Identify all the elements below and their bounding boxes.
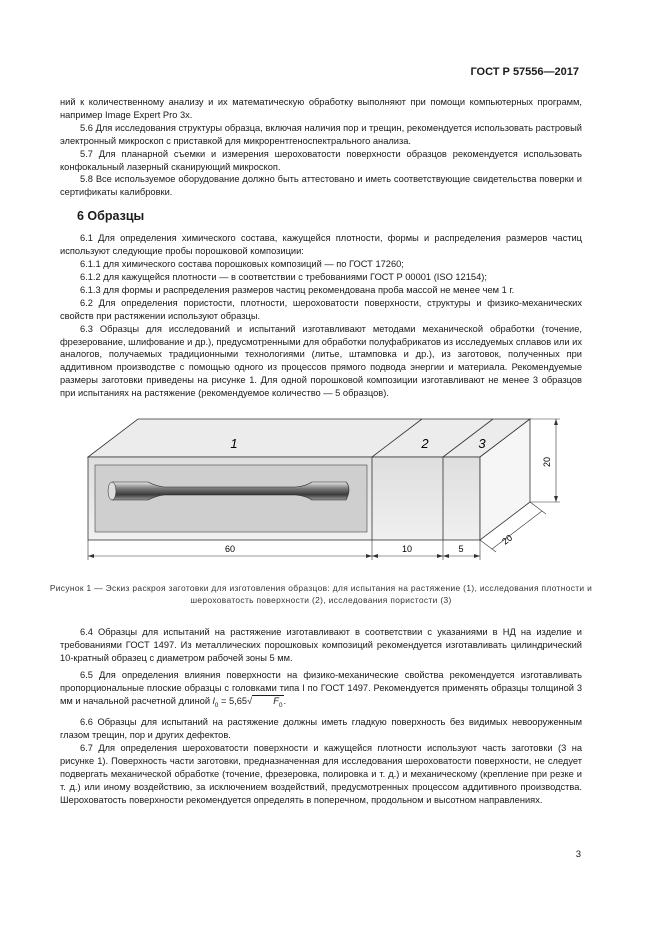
dim-5: 5 <box>458 544 464 555</box>
zone-1-label: 1 <box>230 436 238 452</box>
formula-l0: l <box>212 695 215 706</box>
figure-1-caption: Рисунок 1 — Эскиз раскроя заготовки для изготовления образцов: для испытания на растяжение (1), исследования плотности и шероховатость поверхности (2), исследования пористости (3) <box>49 583 593 606</box>
paragraph-6-1-3: 6.1.3 для формы и распределения размеров частиц рекомендована проба массой не менее чем 1 г. <box>80 284 515 295</box>
paragraph-6-1: 6.1 Для определения химического состава, кажущейся плотности, формы и распределения размеров частиц используют следующие пробы порошковой композиции: <box>60 233 582 257</box>
section-6-heading-wrap <box>60 199 582 232</box>
formula-end: . <box>283 695 287 706</box>
formula-l0-sub: 0 <box>214 701 219 709</box>
formula-radicand <box>252 695 283 711</box>
formula-f0-sub: 0 <box>278 701 283 709</box>
figure-1 <box>60 414 582 574</box>
paragraph-6-4: 6.4 Образцы для испытаний на растяжение изготавливают в соответствии с указаниями в НД на изделие и требованиями ГОСТ 1497. Из металлических порошковых композиций рекомендуется изготавливать цилиндрический 10-кратный образец с диаметром рабочей зоны 5 мм. <box>60 627 582 663</box>
zone-3-label: 3 <box>478 436 486 452</box>
paragraph-6-1-2: 6.1.2 для кажущейся плотности — в соответствии с требованиями ГОСТ Р 00001 (ISO 12154); <box>80 271 487 282</box>
dim-10: 10 <box>401 544 413 555</box>
page-number: 3 <box>575 849 581 860</box>
paragraph-6-5 <box>60 669 582 713</box>
formula-f0: F <box>273 695 279 706</box>
sqrt-icon: √ <box>247 695 253 706</box>
section-6-heading: 6 Образцы <box>77 208 145 223</box>
paragraph-6-3: 6.3 Образцы для исследований и испытаний изготавливают методами механической обработки (точение, фрезерование, шлифование и др.), предусмотренными для обработки полуфабрикатов из исследуемых сплавов или их аналогов, получаемых традиционными технологиями (литье, штамповка и др.), из заготовок, полученных при аддитивном производстве с помощью одного из процессов прямого подвода энергии и материала. Рекомендуемые размеры заготовки приведены на рисунке 1. Для одной порошковой композиции изготавливают не менее 3 образцов при испытаниях на растяжение (рекомендуемое количество — 5 образцов). <box>60 323 582 399</box>
paragraph-5-6: 5.6 Для исследования структуры образца, включая наличия пор и трещин, рекомендуется использовать растровый электронный микроскоп с приставкой для микрорентгеноспектрального анализа. <box>60 122 582 146</box>
blank-top-face <box>88 419 530 457</box>
paragraph-5-8: 5.8 Все используемое оборудование должно быть аттестовано и иметь соответствующие свидетельства поверки и сертификаты калибровки. <box>60 174 582 198</box>
p65-text: 6.5 Для определения влияния поверхности на физико-механические свойства рекомендуется изготавливать пропорциональные плоские образцы с головками типа I по ГОСТ 1497. Рекомендуется применять образцы толщиной 3 мм и начальной расчетной длиной <box>60 669 582 706</box>
zone-2-label: 2 <box>421 436 429 452</box>
document-code: ГОСТ Р 57556—2017 <box>470 66 579 78</box>
paragraph-5-7: 5.7 Для планарной съемки и измерения шероховатости поверхности образцов рекомендуется использовать конфокальный лазерный сканирующий микроскоп. <box>60 148 582 172</box>
paragraph-6-6: 6.6 Образцы для испытаний на растяжение должны иметь гладкую поверхность без видимых невооруженным глазом трещин, пор и других дефектов. <box>60 717 582 741</box>
paragraph-6-2: 6.2 Для определения пористости, плотности, шероховатости поверхности, структуры и физико-механических свойств при растяжении используют образцы. <box>60 297 582 321</box>
dim-height-20: 20 <box>542 457 552 468</box>
dim-60: 60 <box>224 544 236 555</box>
dim-depth-20: 20 <box>500 532 515 547</box>
paragraph-continuation: ний к количественному анализу и их математическую обработку выполняют при помощи компьютерных программ, например Image Expert Pro 3x. <box>60 97 582 120</box>
paragraph-6-1-1: 6.1.1 для химического состава порошковых композиций — по ГОСТ 17260; <box>80 259 404 270</box>
page-content <box>49 96 593 807</box>
blank-cutting-sketch <box>84 414 584 574</box>
paragraph-6-7: 6.7 Для определения шероховатости поверхности и кажущейся плотности используют часть заготовки (3 на рисунке 1). Поверхность части заготовки, предназначенная для исследования шероховатости поверхности, не следует подвергать механической обработке (точение, фрезеровка, полировка и т. д.) и механическому (крепление при резке и т. д.) или иному воздействию, за исключением воздействий, предусмотренных процессом аддитивного производства. Шероховатость поверхности рекомендуется определять в поперечном, продольном и высотном направлениях. <box>60 743 582 805</box>
formula-eq: = 5,65 <box>218 695 248 706</box>
